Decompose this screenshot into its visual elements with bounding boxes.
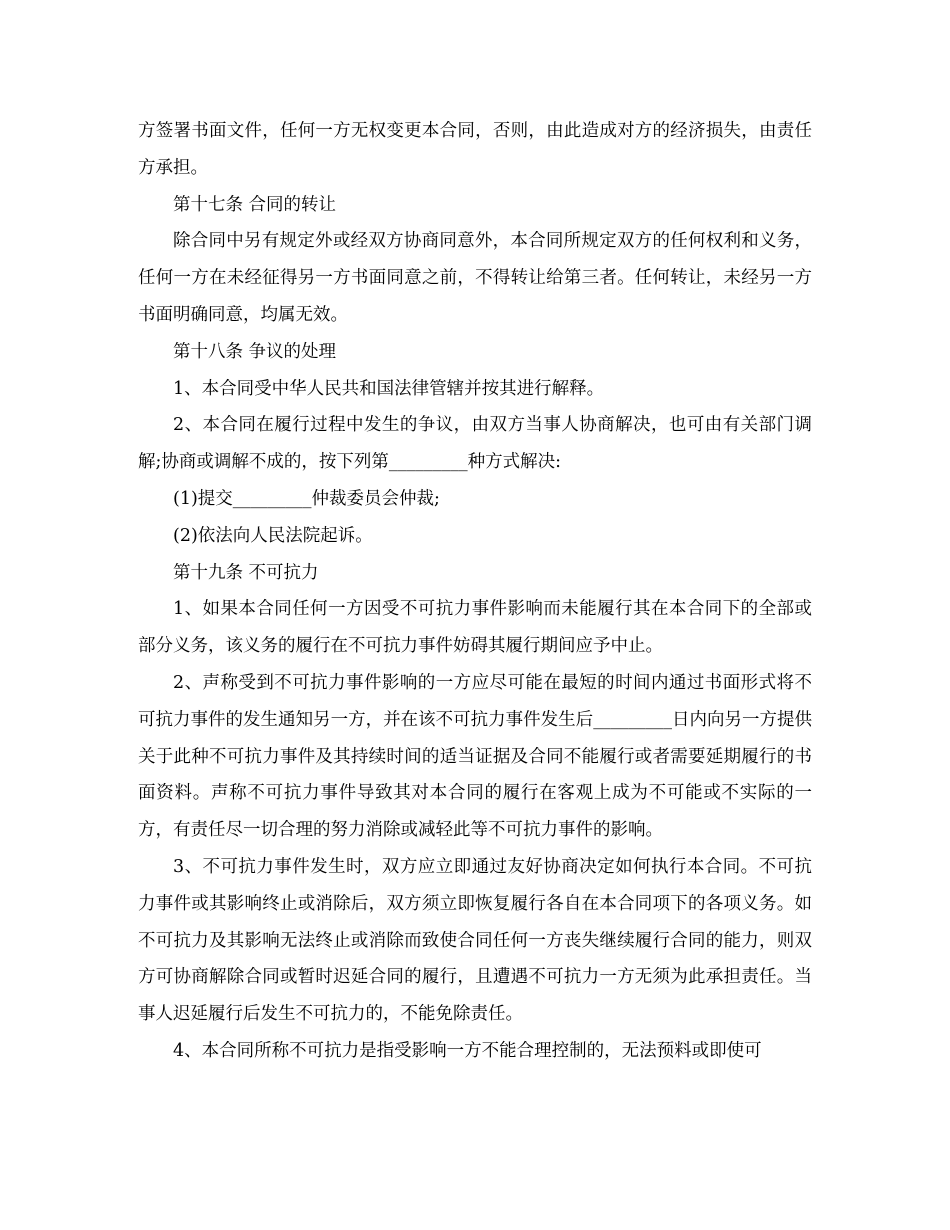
- article-18-clause-1: 1、本合同受中华人民共和国法律管辖并按其进行解释。: [173, 378, 605, 399]
- article-19-clause-2: 2、声称受到不可抗力事件影响的一方应尽可能在最短的时间内通过书面形式将不可抗力事件的发生通知另一方，并在该不可抗力事件发生后_________日内向另一方提供关于此种不可抗力事件及其持续时间的适当证据及合同不能履行或者需要延期履行的书面资料。声称不可抗力事件导致其对本合同的履行在客观上成为不可能或不实际的一方，有责任尽一切合理的努力消除或减轻此等不可抗力事件的影响。: [138, 672, 812, 841]
- article-19-heading: 第十九条 不可抗力: [173, 562, 319, 583]
- article-18-heading: 第十八条 争议的处理: [173, 341, 337, 362]
- article-18-option-1: (1)提交_________仲裁委员会仲裁;: [173, 488, 440, 509]
- article-19-clause-1: 1、如果本合同任何一方因受不可抗力事件影响而未能履行其在本合同下的全部或部分义务，该义务的履行在不可抗力事件妨碍其履行期间应予中止。: [138, 599, 812, 657]
- article-18-clause-2: 2、本合同在履行过程中发生的争议，由双方当事人协商解决，也可由有关部门调解;协商或调解不成的，按下列第_________种方式解决:: [138, 415, 812, 473]
- article-19-clause-4: 4、本合同所称不可抗力是指受影响一方不能合理控制的，无法预料或即使可: [173, 1040, 762, 1061]
- article-17-heading: 第十七条 合同的转让: [173, 194, 337, 215]
- paragraph-continuation: 方签署书面文件，任何一方无权变更本合同，否则，由此造成对方的经济损失，由责任方承担。: [138, 121, 812, 178]
- article-19-clause-3: 3、不可抗力事件发生时，双方应立即通过友好协商决定如何执行本合同。不可抗力事件或其影响终止或消除后，双方须立即恢复履行各自在本合同项下的各项义务。如不可抗力及其影响无法终止或消除而致使合同任何一方丧失继续履行合同的能力，则双方可协商解除合同或暂时迟延合同的履行，且遭遇不可抗力一方无须为此承担责任。当事人迟延履行后发生不可抗力的，不能免除责任。: [138, 856, 812, 1025]
- article-18-option-2: (2)依法向人民法院起诉。: [173, 525, 373, 546]
- article-17-body: 除合同中另有规定外或经双方协商同意外，本合同所规定双方的任何权利和义务，任何一方在未经征得另一方书面同意之前，不得转让给第三者。任何转让，未经另一方书面明确同意，均属无效。: [138, 231, 812, 325]
- document-body: [138, 113, 812, 1070]
